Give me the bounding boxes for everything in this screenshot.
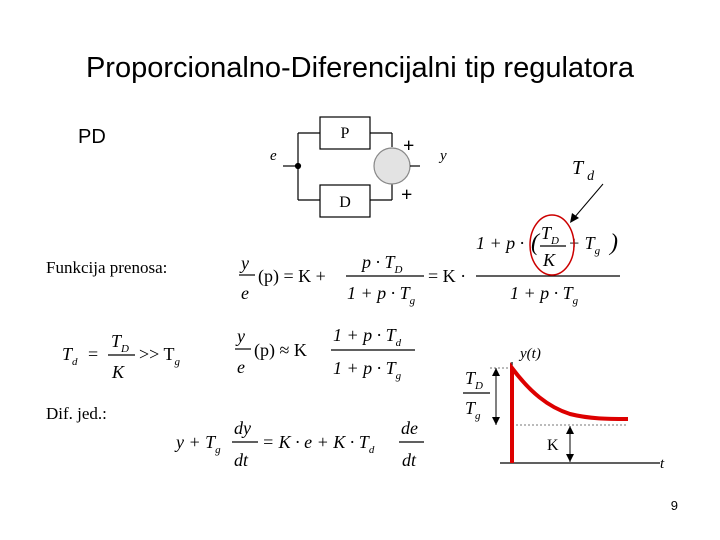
annotation-arrow-head xyxy=(570,213,579,223)
f1-big-denominator: $1 + p \cdot T_g$ xyxy=(510,283,579,307)
f5-dy: dy xyxy=(234,418,251,438)
f1-inner-numerator: $T_D$ xyxy=(541,223,559,247)
f5-dt: dt xyxy=(234,450,249,470)
slide-subtitle: PD xyxy=(78,126,106,148)
formula-differential-equation xyxy=(174,418,424,470)
f1-left-paren: ( xyxy=(531,230,539,256)
block-d-label: D xyxy=(339,194,351,211)
t-axis-label: t xyxy=(660,456,665,472)
ratio-arrow-up xyxy=(492,368,500,376)
f5-lhs: $y + T_g$ xyxy=(176,432,221,456)
f3-denominator: $1 + p \cdot T_g$ xyxy=(333,358,402,382)
page-number: 9 xyxy=(670,498,678,513)
td-annotation: T $_d$ xyxy=(572,157,595,184)
f5-de: de xyxy=(401,418,418,438)
f3-argument: (p) ≈ K xyxy=(254,340,307,360)
block-diagram xyxy=(283,117,420,217)
ratio-denominator: $T_g$ xyxy=(465,398,481,422)
f1-lhs-denominator: e xyxy=(241,283,249,303)
formula-td-relation xyxy=(62,331,180,382)
f2-numerator: $T_D$ xyxy=(111,331,129,355)
f1-lhs-numerator: y xyxy=(241,253,249,273)
k-arrow-up xyxy=(566,426,574,434)
f2-equals: = xyxy=(88,344,99,364)
f1-denominator: $1 + p \cdot T_g$ xyxy=(347,283,416,307)
formula-approximation xyxy=(235,325,415,382)
block-p-label: P xyxy=(340,125,350,142)
y-axis-label: y(t) xyxy=(520,346,541,362)
f1-big-numerator-b: + $T_g$ xyxy=(568,233,601,257)
k-arrow-down xyxy=(566,454,574,462)
step-response-plot xyxy=(463,346,665,472)
differential-equation-label: Dif. jed.: xyxy=(46,404,107,423)
f3-lhs-denominator: e xyxy=(237,357,245,377)
formula-transfer-function xyxy=(239,223,620,307)
f3-lhs-numerator: y xyxy=(237,326,245,346)
annotation-arrow-line xyxy=(574,184,603,218)
branch-point xyxy=(296,164,301,169)
output-label: y xyxy=(440,148,447,164)
f1-equals: = K · xyxy=(428,266,467,286)
f2-lhs: $T_d$ xyxy=(62,344,78,368)
f1-argument: (p) = K + xyxy=(258,266,326,286)
f2-denominator: K xyxy=(112,362,125,382)
k-label: K xyxy=(547,437,559,454)
slide-title: Proporcionalno-Diferencijalni tip regulatora xyxy=(85,52,635,84)
transfer-function-label: Funkcija prenosa: xyxy=(46,258,168,277)
f1-numerator: $p \cdot T_D$ xyxy=(362,252,403,276)
f5-dt2: dt xyxy=(402,450,417,470)
f3-numerator: $1 + p \cdot T_d$ xyxy=(333,325,402,349)
f2-relation: >> $T_g$ xyxy=(139,344,180,368)
f1-big-numerator-a: 1 + p · xyxy=(476,233,525,253)
f1-inner-denominator: K xyxy=(543,250,556,270)
f5-middle: = $K \cdot e + K \cdot T_d$ xyxy=(262,432,375,456)
f1-right-paren: ) xyxy=(610,230,618,256)
ratio-numerator: $T_D$ xyxy=(465,368,483,392)
sum-sign-bottom: + xyxy=(401,184,413,206)
sum-sign-top: + xyxy=(403,135,415,157)
ratio-arrow-down xyxy=(492,417,500,425)
input-label: e xyxy=(270,148,277,164)
